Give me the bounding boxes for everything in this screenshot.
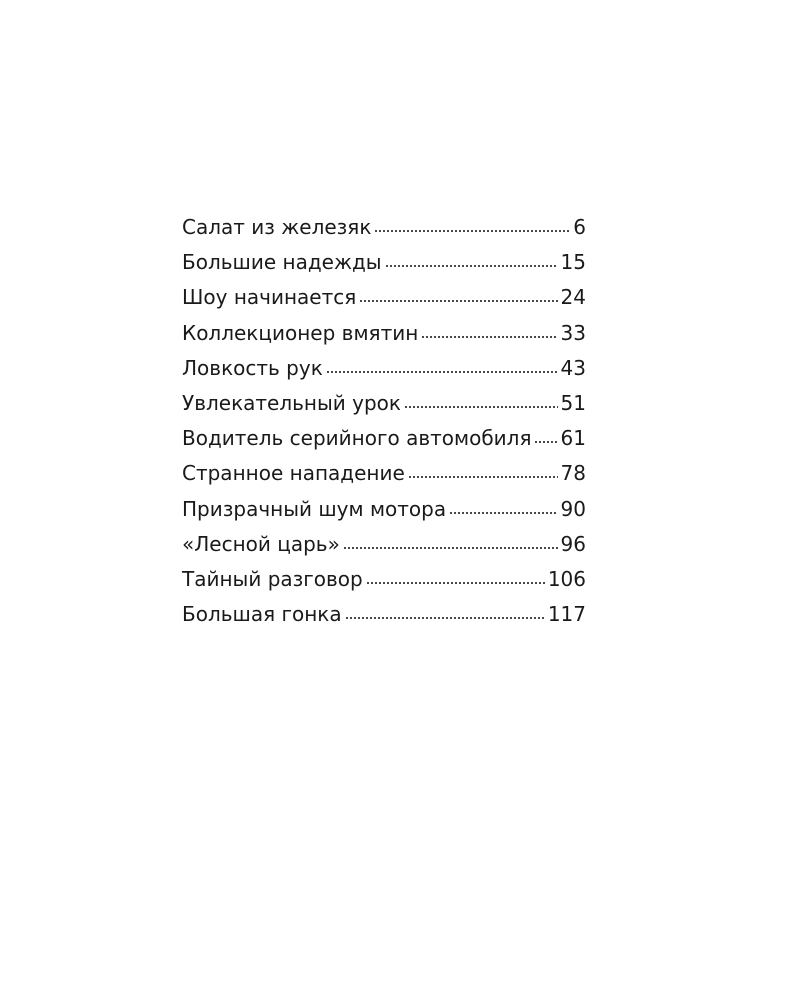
toc-entry-page: 78 [560,461,586,486]
toc-entry-title: Большие надежды [182,250,382,275]
toc-leader-dots [408,476,558,478]
toc-entry-title: Тайный разговор [182,566,363,591]
toc-entry-page: 33 [560,320,586,345]
toc-entry-title: Странное нападение [182,461,405,486]
toc-entry-page: 51 [560,390,586,415]
toc-leader-dots [385,265,558,267]
toc-entry [182,456,586,491]
toc-entry-page: 6 [573,215,586,239]
toc-entry-page: 96 [560,531,586,556]
toc-entry [182,245,586,280]
toc-leader-dots [326,371,558,373]
toc-leader-dots [534,441,557,443]
toc-entry [182,386,586,421]
toc-entry [182,280,586,315]
toc-entry-page: 61 [560,426,586,451]
toc-entry [182,210,586,245]
toc-entry-title: Салат из железяк [182,215,372,239]
toc-entry [182,351,586,386]
toc-entry-title: «Лесной царь» [182,531,340,556]
toc-entry [182,316,586,351]
toc-entry-page: 15 [560,250,586,275]
toc-entry-title: Ловкость рук [182,355,323,380]
toc-leader-dots [359,300,557,302]
toc-entry-title: Увлекательный урок [182,390,401,415]
toc-entry-title: Большая гонка [182,602,342,627]
toc-leader-dots [449,512,557,514]
toc-leader-dots [374,230,570,232]
toc-entry-page: 43 [560,355,586,380]
toc-entry-page: 117 [547,602,586,627]
toc-entry [182,527,586,562]
toc-entry-title: Коллекционер вмятин [182,320,419,345]
toc-leader-dots [404,406,558,408]
table-of-contents [182,210,586,632]
toc-entry [182,562,586,597]
toc-leader-dots [345,617,545,619]
toc-entry-title: Призрачный шум мотора [182,496,447,521]
toc-entry [182,492,586,527]
toc-entry-page: 106 [547,566,586,591]
toc-entry-page: 90 [560,496,586,521]
toc-entry-page: 24 [560,285,586,310]
toc-entry-title: Шоу начинается [182,285,357,310]
toc-entry-title: Водитель серийного автомобиля [182,426,532,451]
toc-entry [182,421,586,456]
toc-leader-dots [421,336,557,338]
toc-leader-dots [343,547,558,549]
toc-leader-dots [366,582,545,584]
toc-entry [182,597,586,632]
